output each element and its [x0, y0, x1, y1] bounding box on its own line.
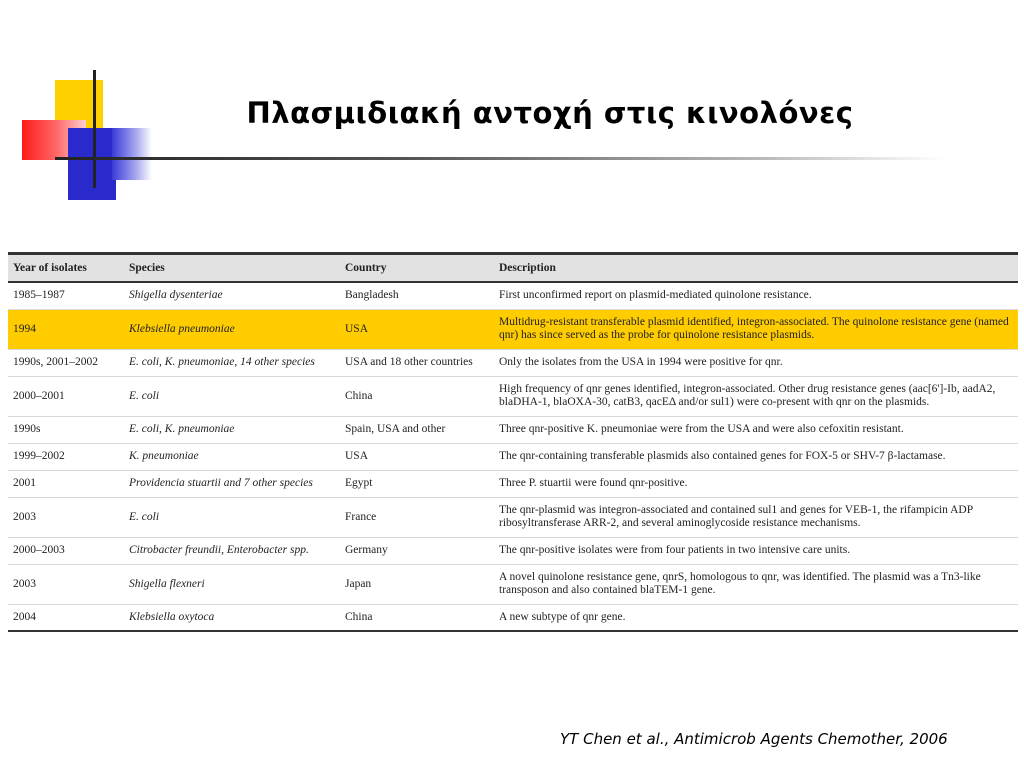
- cell-country: Japan: [340, 564, 494, 604]
- cell-species: Shigella dysenteriae: [124, 282, 340, 309]
- cell-country: France: [340, 497, 494, 537]
- cell-country: China: [340, 604, 494, 631]
- table-row: [8, 349, 1018, 376]
- title-underline: [55, 157, 945, 160]
- cell-species: Shigella flexneri: [124, 564, 340, 604]
- header-year: Year of isolates: [13, 262, 87, 274]
- cell-species: E. coli: [124, 376, 340, 416]
- cell-species: E. coli, K. pneumoniae: [124, 416, 340, 443]
- cell-year: 2000–2003: [8, 537, 124, 564]
- cell-description: The qnr-containing transferable plasmids also contained genes for FOX-5 or SHV-7 β-lactamase.: [494, 443, 1018, 470]
- cell-description: A novel quinolone resistance gene, qnrS, homologous to qnr, was identified. The plasmid was a Tn3-like transposon and also contained blaTEM-1 gene.: [494, 564, 1018, 604]
- cell-country: USA: [340, 443, 494, 470]
- cell-species: Klebsiella oxytoca: [124, 604, 340, 631]
- table-row: [8, 443, 1018, 470]
- cell-year: 1985–1987: [8, 282, 124, 309]
- cell-year: 1990s, 2001–2002: [8, 349, 124, 376]
- cell-species: Providencia stuartii and 7 other species: [124, 470, 340, 497]
- header-country: Country: [345, 262, 387, 274]
- table-row: [8, 376, 1018, 416]
- cell-country: USA: [340, 309, 494, 349]
- cell-country: Egypt: [340, 470, 494, 497]
- table-row-highlighted: [8, 309, 1018, 349]
- table-row: [8, 282, 1018, 309]
- cell-year: 1994: [8, 309, 124, 349]
- cell-year: 2000–2001: [8, 376, 124, 416]
- cell-description: High frequency of qnr genes identified, integron-associated. Other drug resistance genes (aac[6']-Ib, aadA2, blaDHA-1, blaOXA-30, catB3, qacEΔ and/or sul1) were co-present with qnr on the plasmids.: [494, 376, 1018, 416]
- slide-logo-decoration: [0, 0, 160, 210]
- cell-species: K. pneumoniae: [124, 443, 340, 470]
- cell-year: 1999–2002: [8, 443, 124, 470]
- cell-year: 1990s: [8, 416, 124, 443]
- table-header-row: [8, 254, 1018, 283]
- cell-year: 2003: [8, 564, 124, 604]
- cell-country: USA and 18 other countries: [340, 349, 494, 376]
- blue-fade-square: [112, 128, 152, 180]
- cell-description: Only the isolates from the USA in 1994 were positive for qnr.: [494, 349, 1018, 376]
- cell-country: Bangladesh: [340, 282, 494, 309]
- vertical-line: [93, 70, 96, 188]
- table-row: [8, 537, 1018, 564]
- blue-square: [68, 128, 116, 200]
- header-description: Description: [499, 262, 556, 274]
- cell-country: Germany: [340, 537, 494, 564]
- cell-description: A new subtype of qnr gene.: [494, 604, 1018, 631]
- table-row: [8, 497, 1018, 537]
- cell-description: The qnr-plasmid was integron-associated and contained sul1 and genes for VEB-1, the rifampicin ADP ribosyltransferase ARR-2, and several aminoglycoside resistance mechanisms.: [494, 497, 1018, 537]
- cell-species: E. coli: [124, 497, 340, 537]
- cell-description: Three qnr-positive K. pneumoniae were from the USA and were also cefoxitin resistant.: [494, 416, 1018, 443]
- table-row: [8, 416, 1018, 443]
- cell-year: 2004: [8, 604, 124, 631]
- table-row: [8, 604, 1018, 631]
- citation: YT Chen et al., Antimicrob Agents Chemother, 2006: [560, 730, 948, 748]
- cell-description: Three P. stuartii were found qnr-positive.: [494, 470, 1018, 497]
- cell-species: E. coli, K. pneumoniae, 14 other species: [124, 349, 340, 376]
- cell-year: 2003: [8, 497, 124, 537]
- table-row: [8, 564, 1018, 604]
- cell-description: First unconfirmed report on plasmid-mediated quinolone resistance.: [494, 282, 1018, 309]
- slide-title: Πλασμιδιακή αντοχή στις κινολόνες: [246, 96, 854, 130]
- cell-species: Citrobacter freundii, Enterobacter spp.: [124, 537, 340, 564]
- cell-country: China: [340, 376, 494, 416]
- qnr-table: [8, 252, 1018, 632]
- table-row: [8, 470, 1018, 497]
- cell-country: Spain, USA and other: [340, 416, 494, 443]
- cell-description: Multidrug-resistant transferable plasmid identified, integron-associated. The quinolone resistance gene (named qnr) has since served as the probe for quinolone resistance plasmids.: [494, 309, 1018, 349]
- cell-description: The qnr-positive isolates were from four patients in two intensive care units.: [494, 537, 1018, 564]
- header-species: Species: [129, 262, 165, 274]
- cell-species: Klebsiella pneumoniae: [124, 309, 340, 349]
- cell-year: 2001: [8, 470, 124, 497]
